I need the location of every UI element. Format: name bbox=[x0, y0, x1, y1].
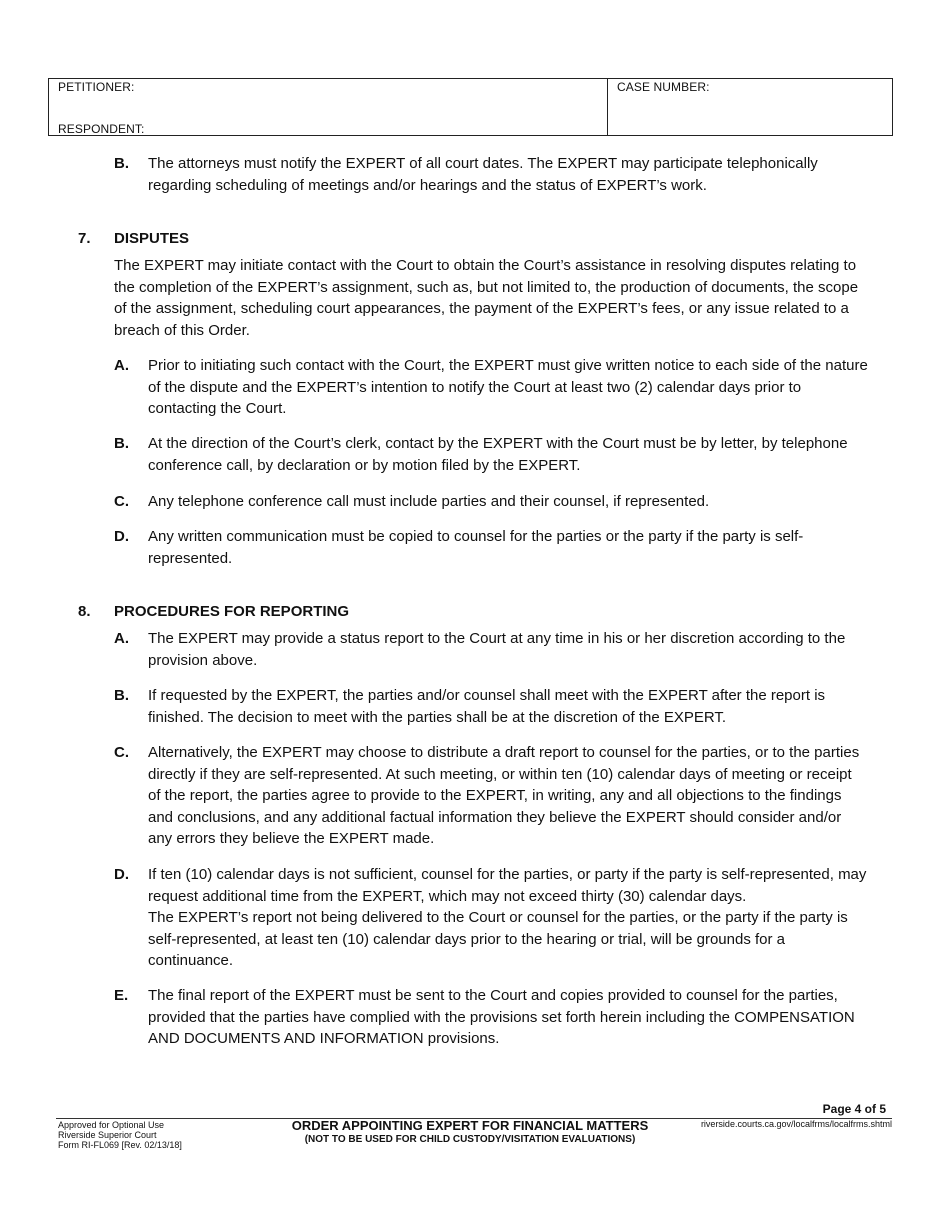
caption-table bbox=[48, 78, 893, 136]
caption-divider bbox=[607, 79, 608, 135]
section-number: 8. bbox=[78, 603, 91, 620]
form-info-line: Approved for Optional Use bbox=[58, 1120, 165, 1130]
item-text: Any telephone conference call must include parties and their counsel, if represented. bbox=[148, 493, 710, 510]
item-text: At the direction of the Court’s clerk, contact by the EXPERT with the Court must be by letter, by telephone conference call, by declaration or by motion filed by the EXPERT. bbox=[148, 435, 848, 474]
item-letter: B. bbox=[114, 435, 129, 452]
case-number-label: CASE NUMBER: bbox=[617, 80, 710, 94]
item-letter: B. bbox=[114, 155, 129, 172]
section-intro: The EXPERT may initiate contact with the Court to obtain the Court’s assistance in resolving disputes relating to the completion of the EXPERT’s assignment, such as, but not limited to, the production of documents, the scope of the assignment, scheduling court appearances, the payment of the EXPERT’s fees, or any issue related to a breach of this Order. bbox=[114, 257, 859, 339]
item-letter: A. bbox=[114, 357, 129, 374]
petitioner-label: PETITIONER: bbox=[58, 80, 135, 94]
item-text bbox=[148, 864, 868, 972]
court-url: riverside.courts.ca.gov/localfrms/localfrms.shtml bbox=[700, 1119, 892, 1129]
item-letter: D. bbox=[114, 866, 129, 883]
form-info-line: Riverside Superior Court bbox=[58, 1130, 157, 1140]
item-text: If requested by the EXPERT, the parties and/or counsel shall meet with the EXPERT after the report is finished. The decision to meet with the parties shall be at the discretion of the EXPERT. bbox=[148, 687, 826, 726]
item-text: The final report of the EXPERT must be sent to the Court and copies provided to counsel for the parties, provided that the parties have complied with the provisions set forth herein including the COMPENSATION AND DOCUMENTS AND INFORMATION provisions. bbox=[148, 987, 855, 1048]
item-text: Alternatively, the EXPERT may choose to distribute a draft report to counsel for the parties, or to the parties directly if they are self-represented. At such meeting, or within ten (10) calendar days of meeting or receipt of the report, the parties agree to provide to the EXPERT, in writing, any and all objections to the findings and conclusions, and any additional factual information they believe the EXPERT should consider and/or any errors they believe the EXPERT made. bbox=[148, 744, 860, 848]
respondent-label: RESPONDENT: bbox=[58, 122, 145, 136]
section-number: 7. bbox=[78, 230, 91, 247]
section-title: DISPUTES bbox=[114, 230, 190, 247]
item-text: The attorneys must notify the EXPERT of all court dates. The EXPERT may participate telephonically regarding scheduling of meetings and/or hearings and the status of EXPERT’s work. bbox=[148, 155, 818, 194]
item-text: The EXPERT may provide a status report to the Court at any time in his or her discretion according to the provision above. bbox=[148, 630, 846, 669]
item-letter: D. bbox=[114, 528, 129, 545]
form-title-block bbox=[260, 1118, 680, 1146]
page-number: Page 4 of 5 bbox=[822, 1102, 886, 1116]
item-text-part: If ten (10) calendar days is not sufficient, counsel for the parties, or party if the party is self-represented, may request additional time from the EXPERT, which may not exceed thirty (30) calendar days. bbox=[148, 866, 867, 905]
form-title: ORDER APPOINTING EXPERT FOR FINANCIAL MATTERS bbox=[291, 1118, 649, 1133]
item-letter: A. bbox=[114, 630, 129, 647]
item-text: Any written communication must be copied to counsel for the parties or the party if the party is self-represented. bbox=[148, 528, 804, 567]
item-text-part: The EXPERT’s report not being delivered to the Court or counsel for the parties, or the party if the party is self-represented, at least ten (10) calendar days prior to the hearing or trial, will be grounds for a continuance. bbox=[148, 909, 848, 970]
form-info-line: Form RI-FL069 [Rev. 02/13/18] bbox=[58, 1140, 182, 1150]
item-letter: E. bbox=[114, 987, 129, 1004]
item-text: Prior to initiating such contact with the Court, the EXPERT must give written notice to each side of the nature of the dispute and the EXPERT’s intention to notify the Court at least two (2) calendar days prior to contacting the Court. bbox=[148, 357, 868, 418]
form-subtitle: (NOT TO BE USED FOR CHILD CUSTODY/VISITATION EVALUATIONS) bbox=[304, 1134, 636, 1145]
form-info bbox=[58, 1120, 182, 1150]
item-letter: B. bbox=[114, 687, 129, 704]
item-letter: C. bbox=[114, 744, 129, 761]
item-letter: C. bbox=[114, 493, 129, 510]
section-title: PROCEDURES FOR REPORTING bbox=[114, 603, 350, 620]
